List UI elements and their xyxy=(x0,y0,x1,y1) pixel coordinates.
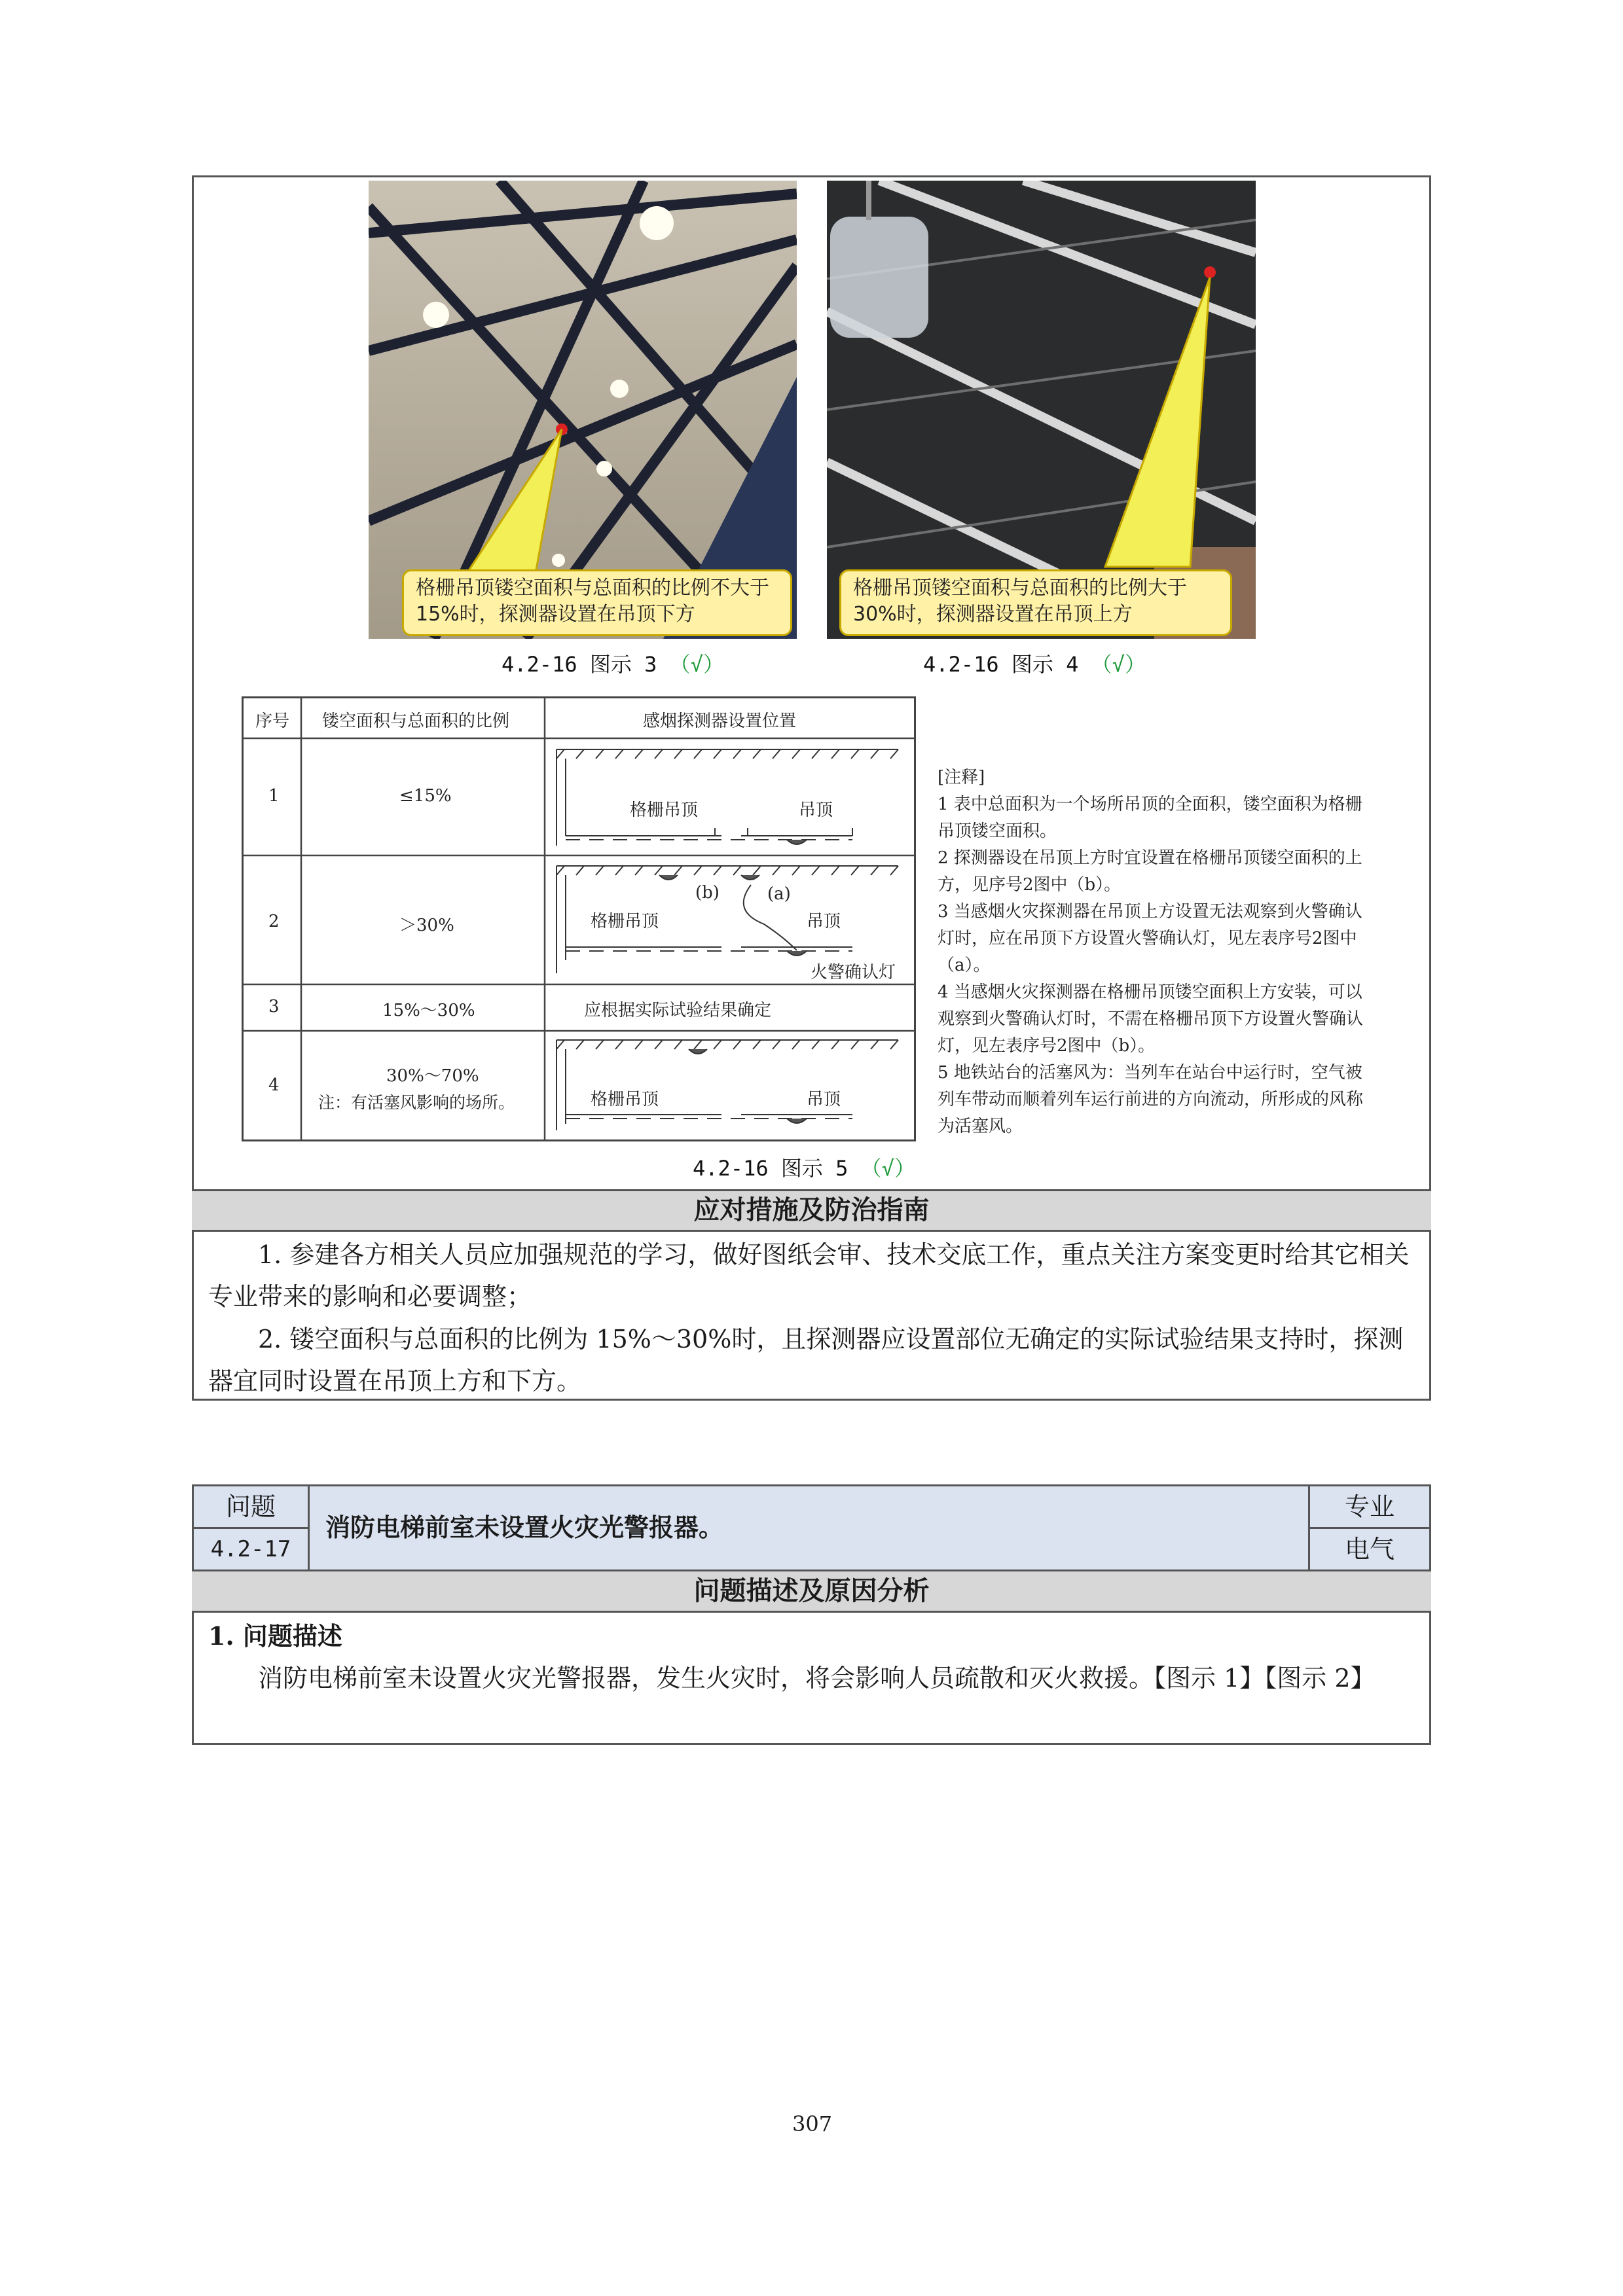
problem-desc-text: 消防电梯前室未设置火灾光警报器，发生火灾时，将会影响人员疏散和灭火救援。【图示 1】【图示 2】 xyxy=(258,1664,1376,1693)
figure3-callout: 格栅吊顶镂空面积与总面积的比例不大于15%时，探测器设置在吊顶下方 xyxy=(402,569,792,636)
table-header-ratio: 镂空面积与总面积的比例 xyxy=(322,711,510,731)
row4-ratio-note: 注：有活塞风影响的场所。 xyxy=(318,1093,515,1112)
row2-label-grid-ceiling: 格栅吊顶 xyxy=(591,912,659,931)
measures-header-text: 应对措施及防治指南 xyxy=(693,1194,930,1225)
figure5-caption-text: 4.2-16 图示 5 xyxy=(693,1156,848,1181)
row2-label-alarm-light: 火警确认灯 xyxy=(811,963,896,982)
row1-label-ceiling: 吊顶 xyxy=(799,800,833,820)
figure5-caption xyxy=(693,1152,915,1182)
row3-ratio: 15%～30% xyxy=(382,1001,475,1020)
row2-ratio: ＞30% xyxy=(399,916,454,935)
row2-label-b: (b) xyxy=(695,883,720,903)
problem-section-header-text: 问题描述及原因分析 xyxy=(693,1575,930,1606)
problem-title-cell xyxy=(308,1484,1310,1571)
table-header-no: 序号 xyxy=(255,711,290,731)
notes-title: [注释] xyxy=(938,768,985,787)
figure3-caption-text: 4.2-16 图示 3 xyxy=(501,652,657,677)
row4-label-ceiling: 吊顶 xyxy=(807,1090,841,1109)
page-number: 307 xyxy=(792,2111,833,2136)
measures-header xyxy=(192,1189,1431,1232)
detector-position-table xyxy=(242,696,916,1141)
row4-label-grid-ceiling: 格栅吊顶 xyxy=(591,1090,659,1109)
problem-section-header xyxy=(192,1570,1431,1613)
figure3-check: （√） xyxy=(669,652,724,677)
row4-diagram xyxy=(556,1040,898,1130)
measures-paragraph-1: 1. 参建各方相关人员应加强规范的学习，做好图纸会审、技术交底工作，重点关注方案变更时给其它相关专业带来的影响和必要调整； xyxy=(208,1240,1410,1311)
note-1: 1 表中总面积为一个场所吊顶的全面积，镂空面积为格栅吊顶镂空面积。 xyxy=(938,795,1362,841)
note-5: 5 地铁站台的活塞风为：当列车在站台中运行时，空气被列车带动而顺着列车运行前进的方向流动，所形成的风称为活塞风。 xyxy=(938,1063,1364,1136)
row3-position: 应根据实际试验结果确定 xyxy=(584,1001,772,1020)
figure5-check: （√） xyxy=(860,1156,915,1181)
problem-label: 问题 xyxy=(225,1492,276,1521)
specialty-value-cell xyxy=(1308,1527,1431,1571)
table-header-position: 感烟探测器设置位置 xyxy=(643,711,797,731)
problem-title: 消防电梯前室未设置火灾光警报器。 xyxy=(325,1513,724,1542)
row2-label-a: (a) xyxy=(767,884,791,904)
row1-ratio: ≤15% xyxy=(399,786,452,806)
note-2: 2 探测器设在吊顶上方时宜设置在格栅吊顶镂空面积的上方，见序号2图中（b）。 xyxy=(938,848,1362,895)
specialty-value: 电气 xyxy=(1344,1535,1395,1564)
figure4-caption-text: 4.2-16 图示 4 xyxy=(923,652,1079,677)
table-notes xyxy=(938,764,1377,1140)
figure3-caption xyxy=(501,648,724,678)
problem-id-cell xyxy=(192,1527,310,1571)
problem-label-cell xyxy=(192,1484,310,1529)
problem-desc-title: 1. 问题描述 xyxy=(208,1621,342,1651)
specialty-label: 专业 xyxy=(1344,1492,1395,1521)
row3-no: 3 xyxy=(268,997,280,1016)
note-3: 3 当感烟火灾探测器在吊顶上方设置无法观察到火警确认灯时，应在吊顶下方设置火警确认灯，见左表序号2图中（a）。 xyxy=(938,902,1362,975)
row2-label-ceiling: 吊顶 xyxy=(807,912,841,931)
row4-no: 4 xyxy=(268,1075,280,1095)
row1-diagram xyxy=(556,749,898,846)
figure4-callout: 格栅吊顶镂空面积与总面积的比例大于30%时，探测器设置在吊顶上方 xyxy=(839,569,1232,636)
figure4-caption xyxy=(923,648,1146,678)
figure4-check: （√） xyxy=(1091,652,1146,677)
row1-no: 1 xyxy=(268,786,280,806)
note-4: 4 当感烟火灾探测器在格栅吊顶镂空面积上方安装，可以观察到火警确认灯时，不需在格栅吊顶下方设置火警确认灯，见左表序号2图中（b）。 xyxy=(938,982,1364,1056)
problem-id: 4.2-17 xyxy=(210,1536,291,1562)
row1-label-grid-ceiling: 格栅吊顶 xyxy=(630,800,699,820)
specialty-label-cell xyxy=(1308,1484,1431,1529)
measures-paragraph-2: 2. 镂空面积与总面积的比例为 15%～30%时，且探测器应设置部位无确定的实际试验结果支持时，探测器宜同时设置在吊顶上方和下方。 xyxy=(208,1325,1404,1395)
row2-no: 2 xyxy=(268,912,280,931)
row4-ratio: 30%～70% xyxy=(386,1066,479,1086)
